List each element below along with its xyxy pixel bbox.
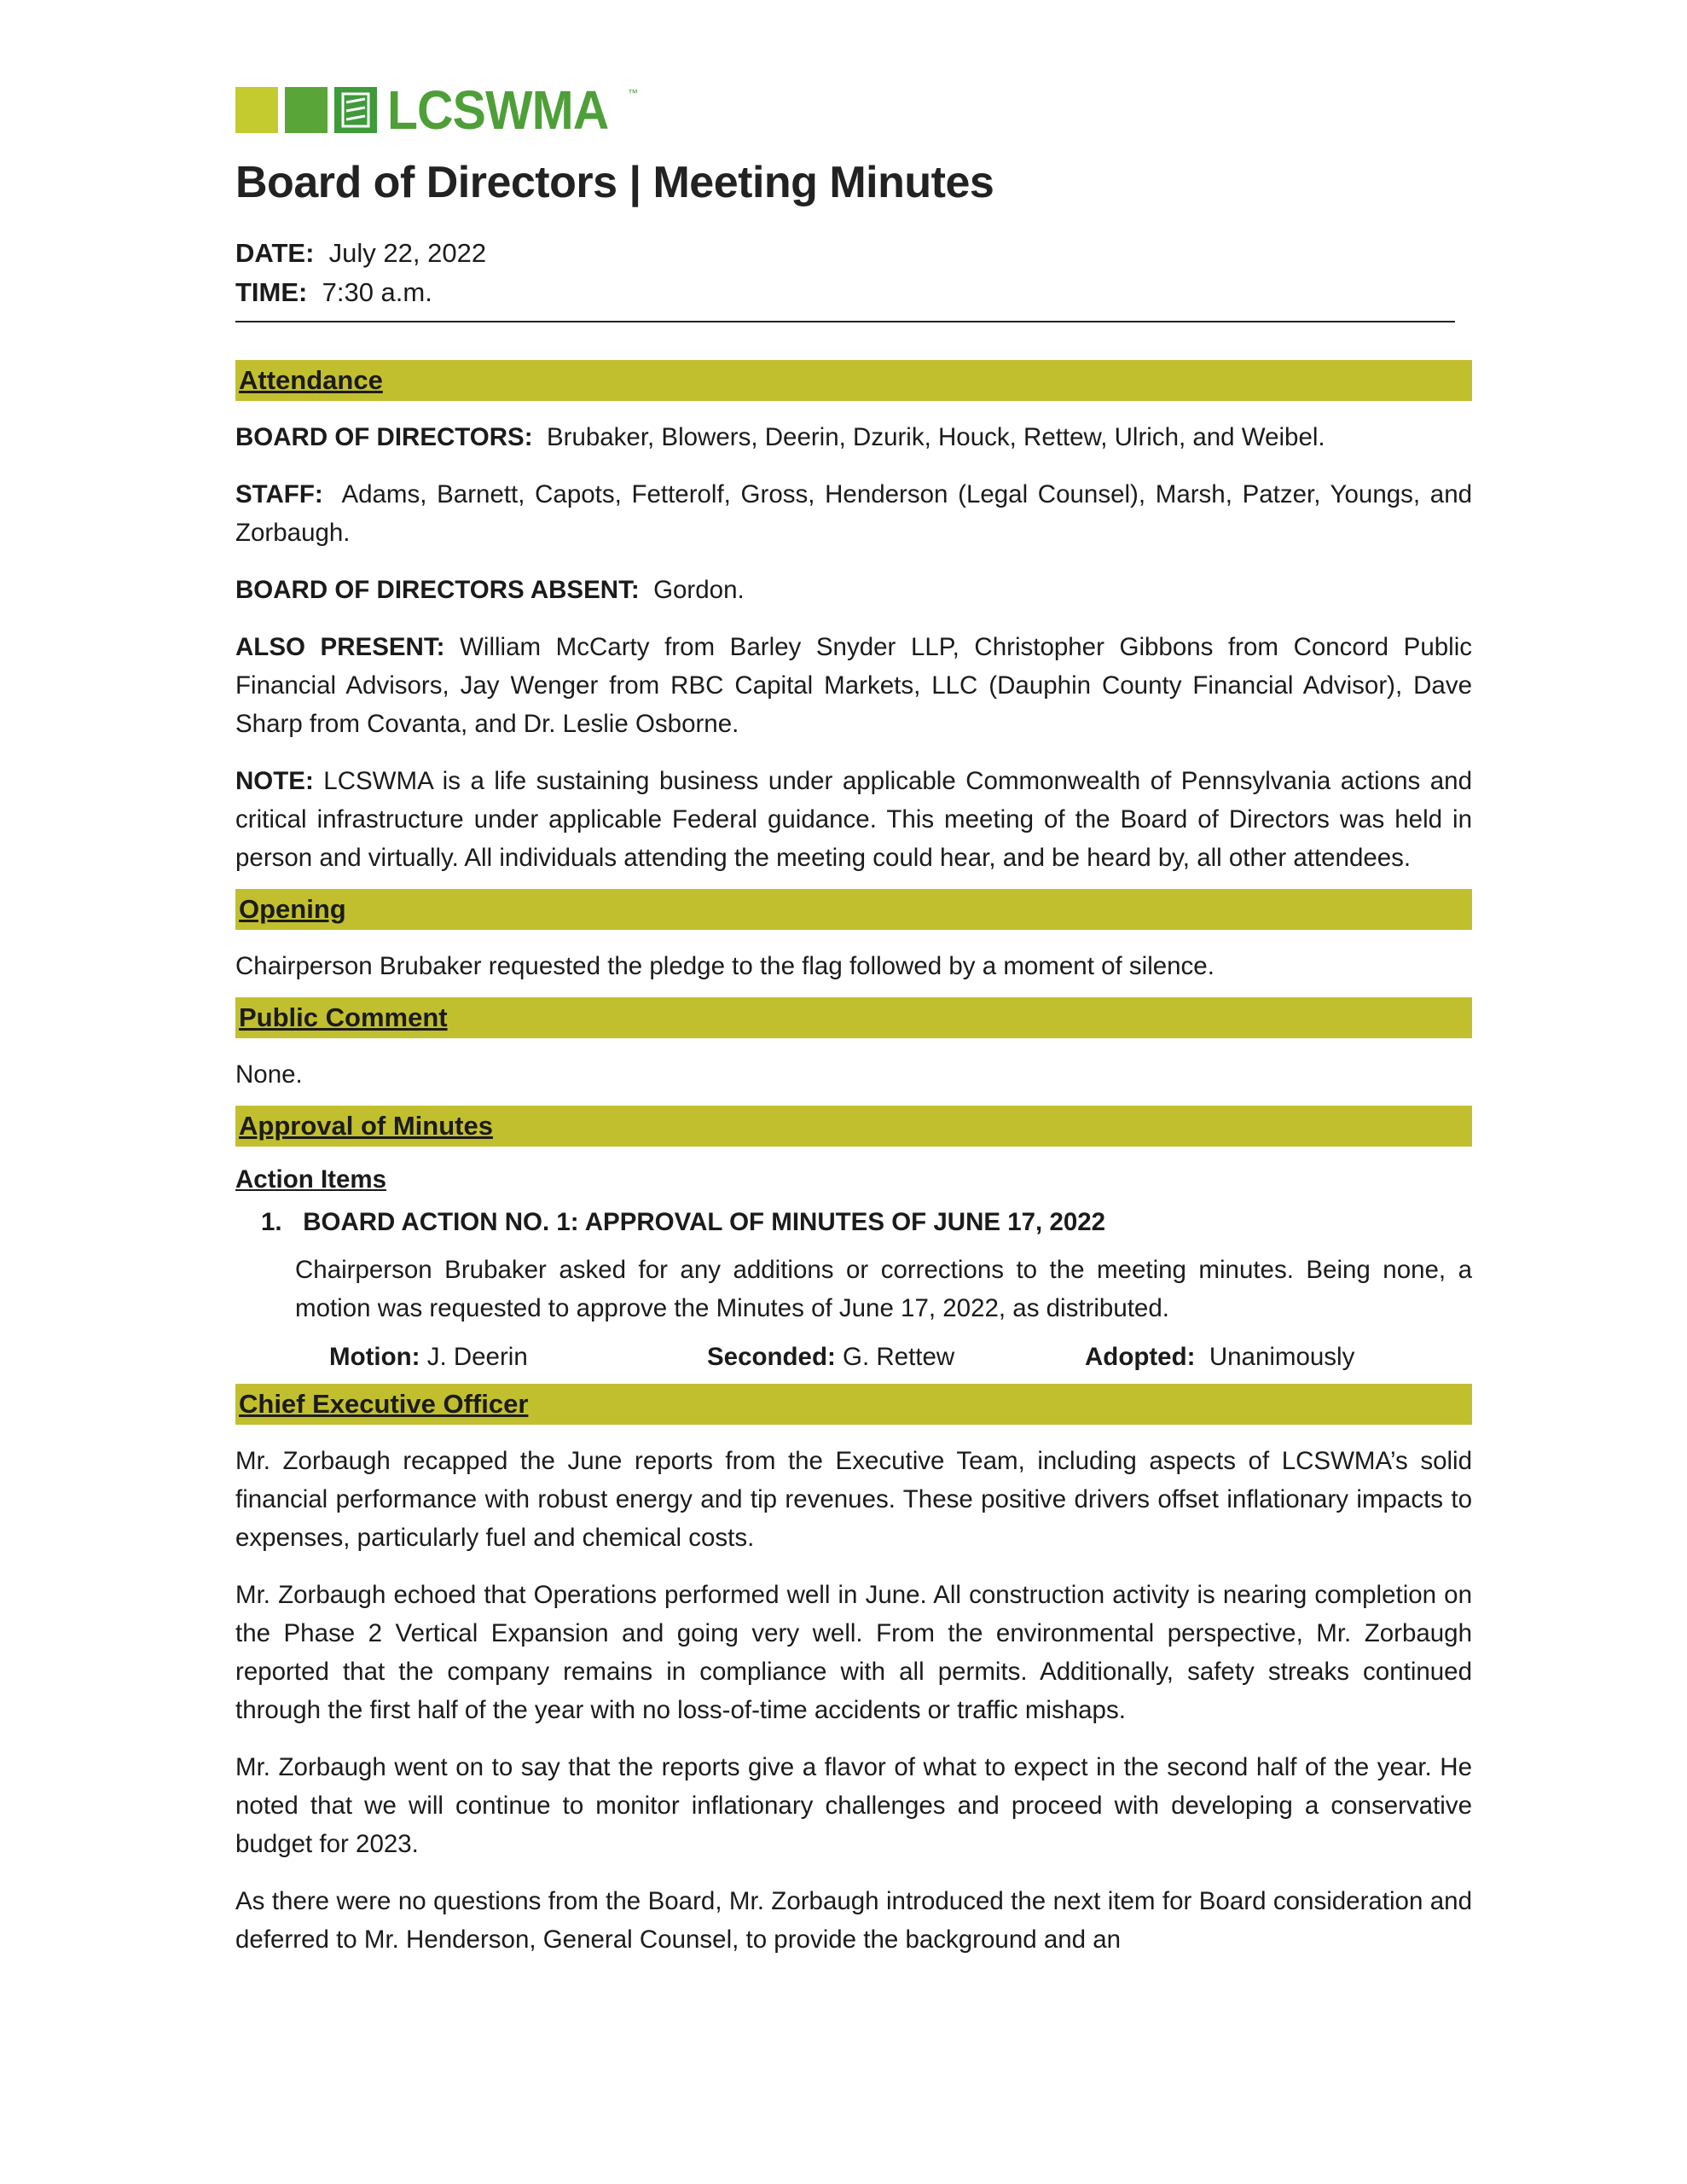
board-action-text: BOARD ACTION NO. 1: APPROVAL OF MINUTES OF JUNE 17, 2022	[303, 1208, 1106, 1236]
logo-square-1	[235, 87, 278, 133]
staff-list: Adams, Barnett, Capots, Fetterolf, Gross, Henderson (Legal Counsel), Marsh, Patzer, Youngs, and Zorbaugh.	[235, 480, 1473, 547]
action-items-subheading: Action Items	[235, 1165, 387, 1194]
motion-row	[235, 1343, 1472, 1372]
section-heading-public-comment	[235, 997, 1472, 1038]
section-heading-approval-of-minutes	[235, 1106, 1472, 1147]
board-action-number: 1.	[261, 1208, 282, 1236]
board-action-description: Chairperson Brubaker asked for any additions or corrections to the meeting minutes. Being none, a motion was requested to approve the Minutes of June 17, 2022, as distributed.	[295, 1256, 1472, 1322]
also-present-label: ALSO PRESENT:	[235, 633, 445, 661]
logo-square-2	[285, 87, 328, 133]
ceo-paragraph: Mr. Zorbaugh recapped the June reports from the Executive Team, including aspects of LCSWMA’s solid financial performance with robust energy and tip revenues. These positive drivers offset inflationary impacts to expenses, particularly fuel and chemical costs.	[235, 1447, 1472, 1552]
time-value: 7:30 a.m.	[322, 277, 432, 307]
time-label: TIME:	[235, 277, 308, 307]
page-title: Board of Directors | Meeting Minutes	[235, 158, 994, 207]
staff-label: STAFF:	[235, 480, 323, 508]
opening-paragraph: Chairperson Brubaker requested the pledge to the flag followed by a moment of silence.	[235, 952, 1215, 980]
seconded-value: G. Rettew	[843, 1343, 955, 1371]
board-action-title	[235, 1208, 1472, 1237]
adopted-label: Adopted:	[1085, 1343, 1196, 1371]
ceo-paragraph: Mr. Zorbaugh echoed that Operations performed well in June. All construction activity is nearing completion on the Phase 2 Vertical Expansion and going very well. From the environmental perspective, Mr. Zorbaugh reported that the company remains in compliance with all permits. Additionally, safety streaks continued through the first half of the year with no loss-of-time accidents or traffic mishaps.	[235, 1581, 1472, 1724]
adopted-cell	[1085, 1343, 1354, 1372]
motion-cell	[329, 1343, 707, 1372]
directors-label: BOARD OF DIRECTORS:	[235, 423, 533, 451]
section-heading-text: Chief Executive Officer	[239, 1389, 529, 1419]
section-heading-text: Opening	[239, 894, 346, 924]
absent-paragraph	[235, 571, 1472, 609]
lcswma-logo	[235, 79, 1472, 141]
section-heading-text: Public Comment	[239, 1002, 448, 1032]
also-present-paragraph	[235, 628, 1472, 743]
time-line	[235, 273, 1472, 312]
ceo-paragraph: Mr. Zorbaugh went on to say that the reports give a flavor of what to expect in the second half of the year. He noted that we will continue to monitor inflationary challenges and proceed with developing a conservative budget for 2023.	[235, 1753, 1472, 1858]
motion-label: Motion:	[329, 1343, 420, 1371]
date-value: July 22, 2022	[328, 238, 487, 268]
absent-list: Gordon.	[653, 576, 745, 604]
section-heading-text: Approval of Minutes	[239, 1111, 493, 1141]
seconded-label: Seconded:	[707, 1343, 836, 1371]
meeting-meta	[235, 234, 1472, 312]
ceo-paragraph: As there were no questions from the Board, Mr. Zorbaugh introduced the next item for Board consideration and deferred to Mr. Henderson, General Counsel, to provide the background and an	[235, 1887, 1472, 1954]
note-paragraph	[235, 762, 1472, 877]
logo-trademark: ™	[627, 87, 638, 99]
note-text: LCSWMA is a life sustaining business under applicable Commonwealth of Pennsylvania actions and critical infrastructure under applicable Federal guidance. This meeting of the Board of Directors was held in person and virtually. All individuals attending the meeting could hear, and be heard by, all other attendees.	[235, 767, 1472, 872]
document-content	[235, 79, 1473, 1959]
date-line	[235, 234, 1472, 273]
header-divider	[235, 321, 1455, 322]
staff-paragraph	[235, 475, 1472, 552]
section-heading-opening	[235, 889, 1472, 930]
logo-building-icon	[334, 87, 377, 133]
absent-label: BOARD OF DIRECTORS ABSENT:	[235, 576, 640, 604]
motion-value: J. Deerin	[426, 1343, 528, 1371]
note-label: NOTE:	[235, 767, 314, 795]
seconded-cell	[707, 1343, 1085, 1372]
adopted-value: Unanimously	[1209, 1343, 1355, 1371]
logo-brand-text: LCSWMA	[387, 79, 609, 141]
public-comment-paragraph: None.	[235, 1060, 303, 1089]
section-heading-text: Attendance	[239, 365, 383, 395]
directors-list: Brubaker, Blowers, Deerin, Dzurik, Houck, Rettew, Ulrich, and Weibel.	[546, 423, 1325, 451]
directors-paragraph	[235, 418, 1472, 456]
section-heading-attendance	[235, 360, 1472, 401]
date-label: DATE:	[235, 238, 315, 268]
also-present-list: William McCarty from Barley Snyder LLP, Christopher Gibbons from Concord Public Financial Advisors, Jay Wenger from RBC Capital Markets, LLC (Dauphin County Financial Advisor), Dave Sharp from Covanta, and Dr. Leslie Osborne.	[235, 633, 1473, 738]
section-heading-ceo	[235, 1384, 1472, 1425]
